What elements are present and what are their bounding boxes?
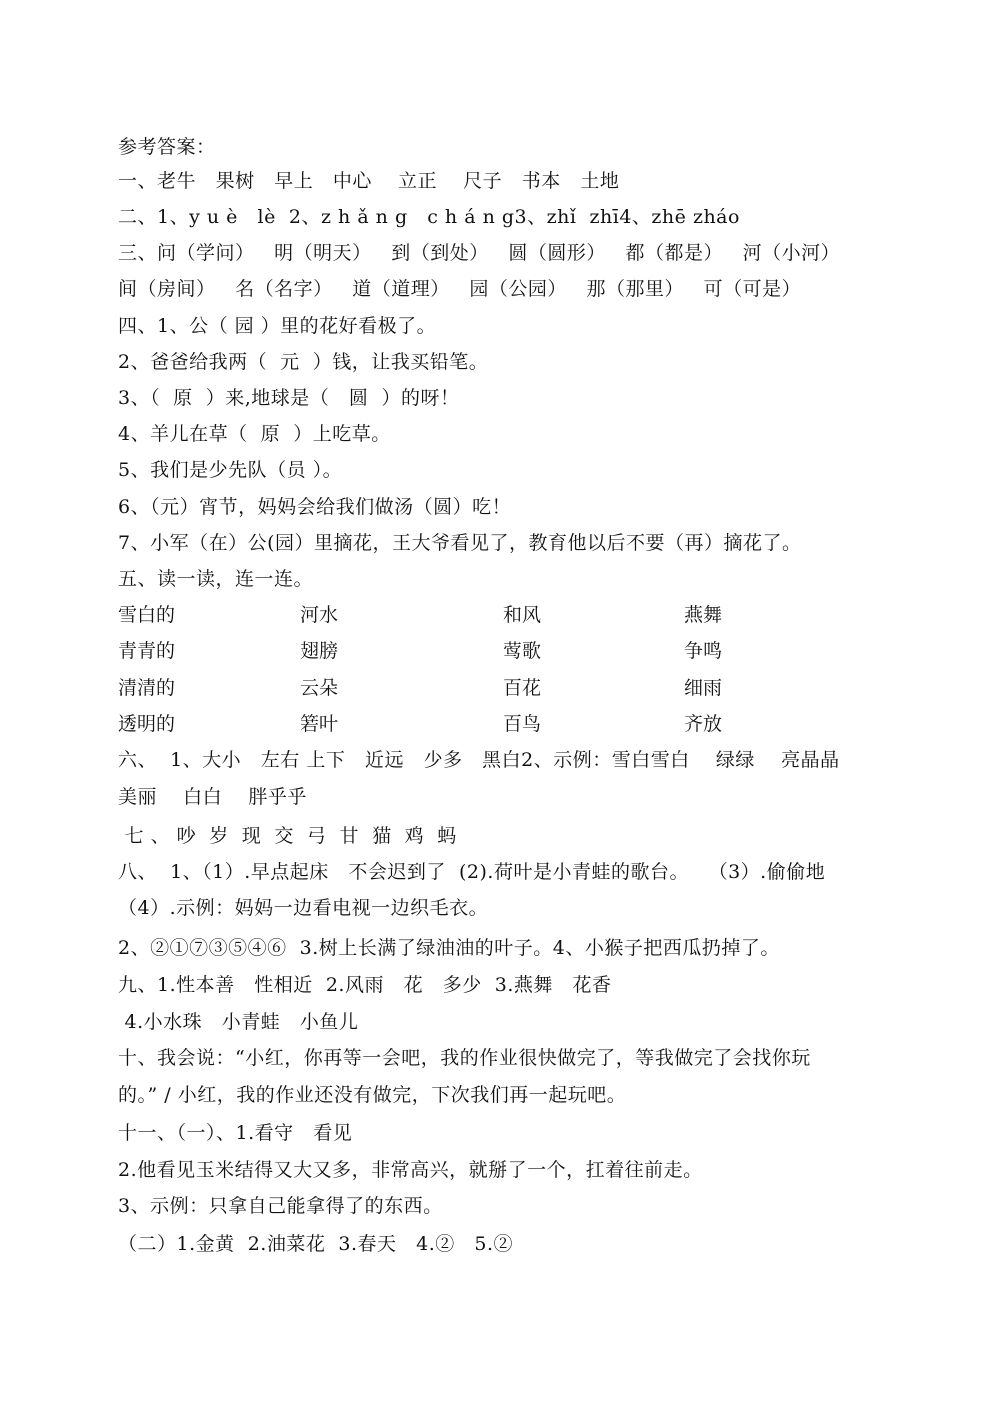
match-cell: 燕舞 [684,604,723,626]
answer-line-4-4: 4、羊儿在草（ 原 ）上吃草。 [118,423,391,445]
match-cell: 百鸟 [503,713,542,735]
answer-line-10a: 十、我会说：“小红，你再等一会吧，我的作业很快做完了，等我做完了会找你玩 [118,1047,811,1069]
match-cell: 争鸣 [684,640,723,662]
match-cell: 百花 [503,677,542,699]
answer-line-6b: 美丽 白白 胖乎乎 [118,786,307,808]
match-cell: 细雨 [684,677,723,699]
answer-line-4-3: 3、（ 原 ）来,地球是（ 圆 ）的呀！ [118,387,460,409]
answer-key-title: 参考答案： [118,136,216,158]
answer-line-8a: 八、 1、（1）.早点起床 不会迟到了 (2).荷叶是小青蛙的歌台。 （3）.偷偷地 [118,861,826,883]
match-cell: 青青的 [118,640,176,662]
answer-line-4-6: 6、（元）宵节，妈妈会给我们做汤（圆）吃！ [118,496,512,518]
answer-line-4-1: 四、1、公（ 园 ）里的花好看极了。 [118,315,437,337]
answer-line-11d: （二）1.金黄 2.油菜花 3.春天 4.② 5.② [118,1233,514,1255]
answer-line-9a: 九、1.性本善 性相近 2.风雨 花 多少 3.燕舞 花香 [118,974,612,996]
match-cell: 和风 [503,604,542,626]
match-cell: 齐放 [684,713,723,735]
answer-line-11c: 3、示例：只拿自己能拿得了的东西。 [118,1195,443,1217]
answer-line-8b: （4）.示例：妈妈一边看电视一边织毛衣。 [118,897,489,919]
match-cell: 翅膀 [300,640,339,662]
answer-line-6a: 六、 1、大小 左右 上下 近远 少多 黑白2、示例：雪白雪白 绿绿 亮晶晶 [118,749,840,771]
match-cell: 雪白的 [118,604,176,626]
match-cell: 河水 [300,604,339,626]
answer-line-8c: 2、②①⑦③⑤④⑥ 3.树上长满了绿油油的叶子。4、小猴子把西瓜扔掉了。 [118,937,780,959]
answer-line-11b: 2.他看见玉米结得又大又多，非常高兴，就掰了一个，扛着往前走。 [118,1159,703,1181]
answer-line-2: 二、1、y u è lè 2、z h ǎ n g c h á n g3、zhǐ zhī4、zhē zháo [118,206,740,228]
answer-line-4-7: 7、小军（在）公(园）里摘花，王大爷看见了，教育他以后不要（再）摘花了。 [118,532,802,554]
answer-line-3a: 三、问（学问） 明（明天） 到（到处） 圆（圆形） 都（都是） 河（小河） [118,242,841,264]
match-cell: 箬叶 [300,713,339,735]
answer-line-4-2: 2、爸爸给我两（ 元 ）钱，让我买铅笔。 [118,351,489,373]
answer-line-9b: 4.小水珠 小青蛙 小鱼儿 [118,1011,359,1033]
answer-line-3b: 间（房间） 名（名字） 道（道理） 园（公园） 那（那里） 可（可是） [118,278,802,300]
answer-line-11a: 十一、（一）、1.看守 看见 [118,1122,353,1144]
answer-line-10b: 的。” / 小红，我的作业还没有做完，下次我们再一起玩吧。 [118,1084,627,1106]
answer-line-7: 七 、 吵 岁 现 交 弓 甘 猫 鸡 蚂 [118,825,457,847]
match-cell: 透明的 [118,713,176,735]
match-cell: 莺歌 [503,640,542,662]
answer-line-5-heading: 五、读一读，连一连。 [118,568,314,590]
answer-line-1: 一、老牛 果树 早上 中心 立正 尺子 书本 土地 [118,170,620,192]
match-cell: 清清的 [118,677,176,699]
match-cell: 云朵 [300,677,339,699]
answer-line-4-5: 5、我们是少先队（员 ）。 [118,459,343,481]
